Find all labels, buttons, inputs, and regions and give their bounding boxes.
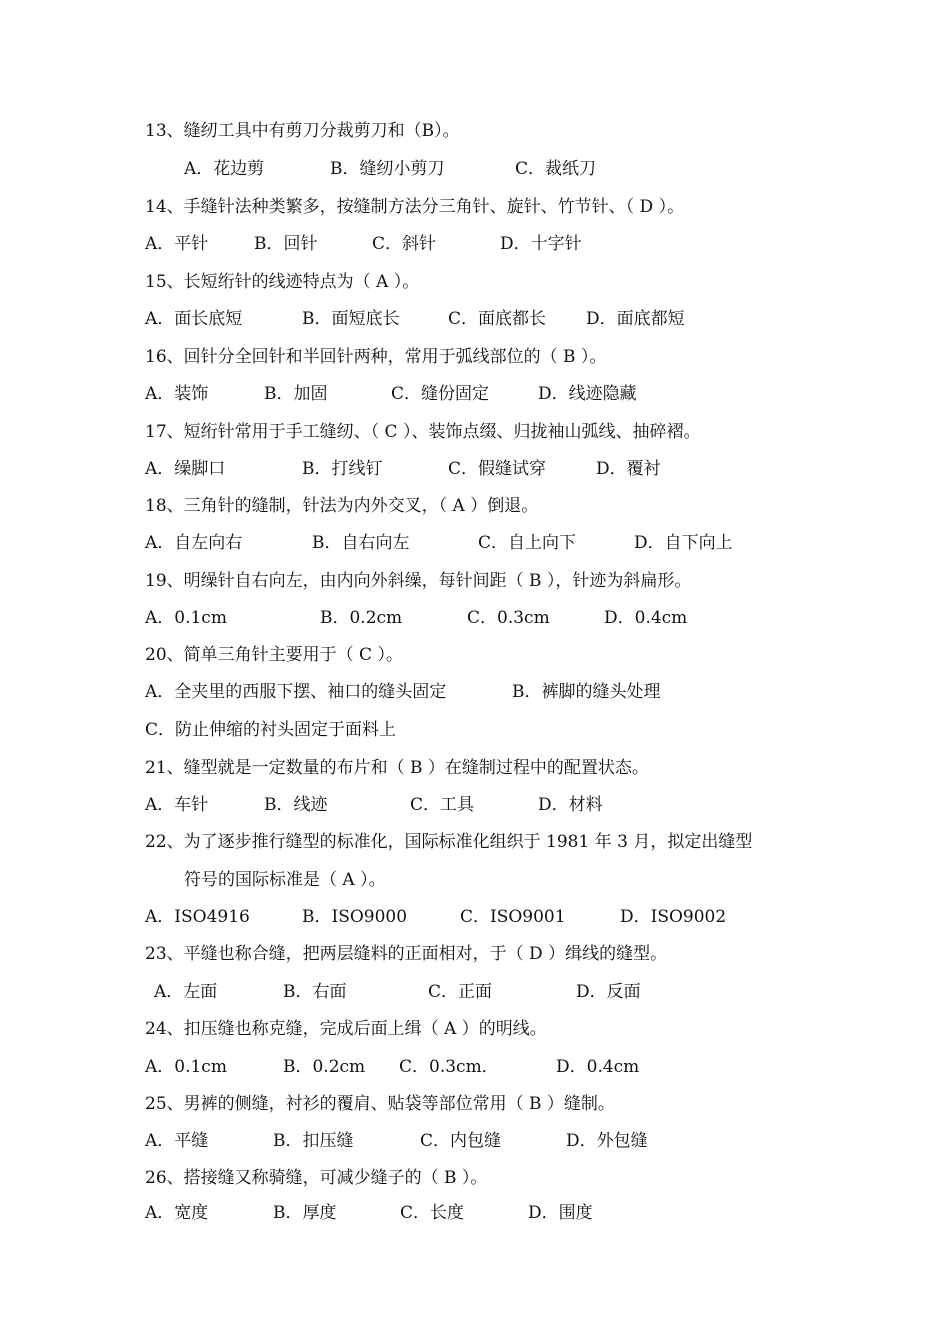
option-a: A．ISO4916 bbox=[145, 907, 250, 927]
question-20-options bbox=[0, 680, 950, 704]
question-18-options bbox=[0, 531, 950, 555]
option-c: C．0.3cm． bbox=[399, 1057, 499, 1077]
option-c: C．假缝试穿 bbox=[448, 459, 547, 479]
option-d: D．覆衬 bbox=[596, 459, 661, 479]
question-13-options bbox=[0, 157, 950, 181]
option-a: A．花边剪 bbox=[184, 159, 265, 179]
option-d: D．面底都短 bbox=[586, 309, 685, 329]
option-b: B．扣压缝 bbox=[273, 1131, 354, 1151]
option-b: B．缝纫小剪刀 bbox=[330, 159, 445, 179]
option-c: C．正面 bbox=[428, 982, 493, 1002]
question-17-options bbox=[0, 457, 950, 481]
option-b: B．线迹 bbox=[264, 795, 328, 815]
option-c: C．ISO9001 bbox=[460, 907, 566, 927]
option-b: B．0.2cm bbox=[283, 1057, 366, 1077]
option-b: B．0.2cm bbox=[320, 608, 403, 628]
option-c: C．斜针 bbox=[372, 234, 437, 254]
option-b: B．裤脚的缝头处理 bbox=[512, 682, 661, 702]
question-21-stem: 21、缝型就是一定数量的布片和（ B ）在缝制过程中的配置状态。 bbox=[145, 758, 649, 778]
question-18-stem: 18、三角针的缝制，针法为内外交叉，（ A ）倒退。 bbox=[145, 496, 539, 516]
option-c: C．面底都长 bbox=[448, 309, 547, 329]
option-a: A．装饰 bbox=[145, 384, 209, 404]
option-b: B．面短底长 bbox=[302, 309, 400, 329]
option-a: A．全夹里的西服下摆、袖口的缝头固定 bbox=[145, 682, 447, 702]
option-b: B．自右向左 bbox=[312, 533, 410, 553]
option-d: D．0.4cm bbox=[604, 608, 688, 628]
option-d: D．围度 bbox=[528, 1203, 593, 1223]
option-c: C．0.3cm bbox=[467, 608, 550, 628]
option-b: B．右面 bbox=[283, 982, 347, 1002]
question-22-options bbox=[0, 905, 950, 929]
question-25-stem: 25、男裤的侧缝，衬衫的覆肩、贴袋等部位常用（ B ）缝制。 bbox=[145, 1094, 615, 1114]
question-21-options bbox=[0, 793, 950, 817]
option-b: B．ISO9000 bbox=[302, 907, 408, 927]
question-22-stem: 22、为了逐步推行缝型的标准化，国际标准化组织于 1981 年 3 月，拟定出缝型 bbox=[145, 832, 753, 852]
option-a: A．平缝 bbox=[145, 1131, 209, 1151]
option-d: D．反面 bbox=[576, 982, 641, 1002]
question-26-options bbox=[0, 1201, 950, 1225]
question-19-stem: 19、明缲针自右向左，由内向外斜缲，每针间距（ B ），针迹为斜扁形。 bbox=[145, 571, 692, 591]
option-c: C．长度 bbox=[400, 1203, 465, 1223]
question-17-stem: 17、短绗针常用于手工缝纫、（ C ）、装饰点缀、归拢袖山弧线、抽碎褶。 bbox=[145, 422, 701, 442]
option-c: C．防止伸缩的衬头固定于面料上 bbox=[145, 720, 397, 740]
option-d: D．线迹隐藏 bbox=[538, 384, 637, 404]
option-d: D．自下向上 bbox=[634, 533, 733, 553]
question-25-options bbox=[0, 1129, 950, 1153]
option-b: B．回针 bbox=[254, 234, 318, 254]
question-15-options bbox=[0, 307, 950, 331]
option-a: A．车针 bbox=[145, 795, 209, 815]
option-c: C．内包缝 bbox=[420, 1131, 502, 1151]
question-14-stem: 14、手缝针法种类繁多，按缝制方法分三角针、旋针、竹节针、（ D ）。 bbox=[145, 197, 685, 217]
option-d: D．外包缝 bbox=[566, 1131, 648, 1151]
question-22-stem-cont: 符号的国际标准是（ A ）。 bbox=[184, 870, 386, 890]
question-24-options bbox=[0, 1055, 950, 1079]
question-16-options bbox=[0, 382, 950, 406]
question-15-stem: 15、长短绗针的线迹特点为（ A ）。 bbox=[145, 272, 420, 292]
question-23-stem: 23、平缝也称合缝，把两层缝料的正面相对，于（ D ）缉线的缝型。 bbox=[145, 944, 668, 964]
option-c: C．自上向下 bbox=[478, 533, 577, 553]
question-14-options bbox=[0, 232, 950, 256]
question-23-options bbox=[0, 980, 950, 1004]
option-a: A．0.1cm bbox=[145, 608, 227, 628]
option-c: C．工具 bbox=[410, 795, 475, 815]
question-20-stem: 20、简单三角针主要用于（ C ）。 bbox=[145, 645, 403, 665]
option-d: D．0.4cm bbox=[556, 1057, 640, 1077]
option-a: A．宽度 bbox=[145, 1203, 209, 1223]
question-26-stem: 26、搭接缝又称骑缝，可减少缝子的（ B ）。 bbox=[145, 1168, 488, 1188]
question-24-stem: 24、扣压缝也称克缝，完成后面上缉（ A ）的明线。 bbox=[145, 1019, 547, 1039]
question-16-stem: 16、回针分全回针和半回针两种，常用于弧线部位的（ B ）。 bbox=[145, 347, 607, 367]
option-b: B．加固 bbox=[264, 384, 328, 404]
option-d: D．材料 bbox=[538, 795, 603, 815]
question-19-options bbox=[0, 606, 950, 630]
question-13-stem: 13、缝纫工具中有剪刀分裁剪刀和（B）。 bbox=[145, 121, 460, 141]
option-a: A．自左向右 bbox=[145, 533, 243, 553]
option-a: A．平针 bbox=[145, 234, 209, 254]
option-a: A．0.1cm bbox=[145, 1057, 227, 1077]
option-a: A．面长底短 bbox=[145, 309, 243, 329]
option-d: D．十字针 bbox=[500, 234, 582, 254]
option-a: A．左面 bbox=[154, 982, 218, 1002]
option-d: D．ISO9002 bbox=[620, 907, 727, 927]
option-c: C．缝份固定 bbox=[391, 384, 490, 404]
option-b: B．厚度 bbox=[273, 1203, 337, 1223]
option-a: A．缲脚口 bbox=[145, 459, 226, 479]
option-b: B．打线钉 bbox=[302, 459, 383, 479]
option-c: C．裁纸刀 bbox=[515, 159, 597, 179]
